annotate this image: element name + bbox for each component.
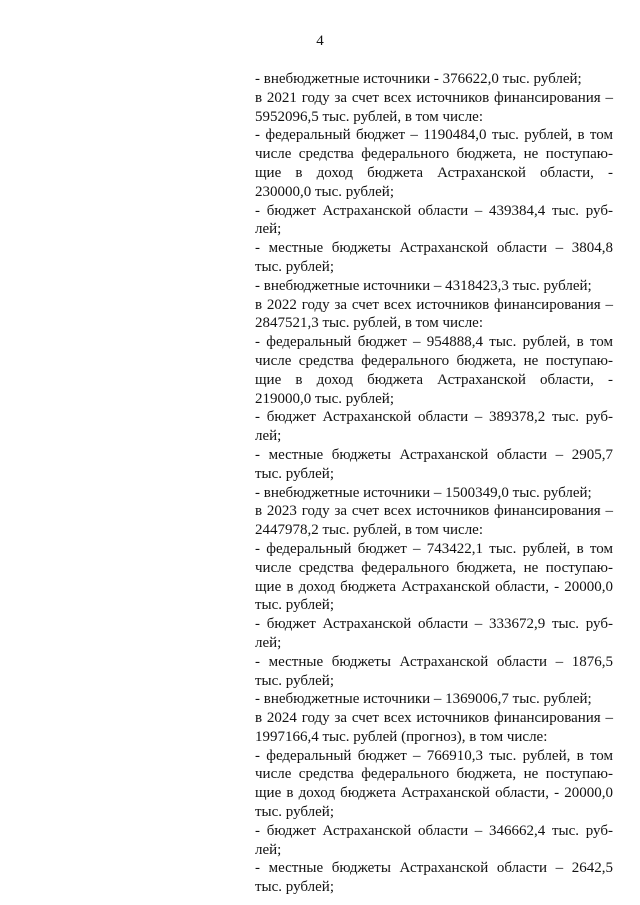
text-line: в 2021 году за счет всех источников финансирования –	[255, 89, 613, 106]
text-line: в 2022 году за счет всех источников финансирования –	[255, 296, 613, 313]
text-line: - внебюджетные источники – 1369006,7 тыс. рублей;	[255, 691, 592, 708]
text-line: - внебюджетные источники – 1500349,0 тыс. рублей;	[255, 484, 592, 501]
text-line: лей;	[255, 221, 282, 238]
text-line: 2447978,2 тыс. рублей, в том числе:	[255, 522, 484, 539]
text-line: 5952096,5 тыс. рублей, в том числе:	[255, 108, 484, 125]
text-line: - бюджет Астраханской области – 439384,4 тыс. руб-	[255, 202, 613, 219]
text-line: - федеральный бюджет – 766910,3 тыс. рублей, в том	[255, 747, 613, 764]
page-number: 4	[316, 33, 324, 49]
text-line: тыс. рублей;	[255, 258, 334, 275]
text-line: - бюджет Астраханской области – 333672,9 тыс. руб-	[255, 616, 613, 633]
text-line: щие в доход бюджета Астраханской области, -	[255, 371, 613, 388]
text-line: числе средства федерального бюджета, не поступаю-	[255, 766, 613, 783]
text-line: - местные бюджеты Астраханской области – 2642,5	[255, 860, 613, 877]
text-line: - местные бюджеты Астраханской области – 3804,8	[255, 240, 613, 257]
text-line: лей;	[255, 428, 282, 445]
text-line: тыс. рублей;	[255, 465, 334, 482]
document-body	[255, 70, 613, 897]
text-line: - внебюджетные источники – 4318423,3 тыс. рублей;	[255, 277, 592, 294]
text-line: тыс. рублей;	[255, 804, 334, 821]
text-line: щие в доход бюджета Астраханской области, -	[255, 164, 613, 181]
text-line: числе средства федерального бюджета, не поступаю-	[255, 146, 613, 163]
text-line: 219000,0 тыс. рублей;	[255, 390, 394, 407]
text-line: - внебюджетные источники - 376622,0 тыс. рублей;	[255, 71, 582, 87]
text-line: - бюджет Астраханской области – 389378,2 тыс. руб-	[255, 409, 613, 426]
text-line: щие в доход бюджета Астраханской области, - 20000,0	[255, 785, 613, 802]
text-line: - федеральный бюджет – 954888,4 тыс. рублей, в том	[255, 334, 613, 351]
text-line: числе средства федерального бюджета, не поступаю-	[255, 559, 613, 576]
text-line: - местные бюджеты Астраханской области – 2905,7	[255, 446, 613, 463]
text-line: 230000,0 тыс. рублей;	[255, 183, 394, 200]
text-line: - федеральный бюджет – 743422,1 тыс. рублей, в том	[255, 540, 613, 557]
text-line: - федеральный бюджет – 1190484,0 тыс. рублей, в том	[255, 127, 613, 144]
text-line: щие в доход бюджета Астраханской области, - 20000,0	[255, 578, 613, 595]
text-line: лей;	[255, 634, 282, 651]
text-line: тыс. рублей;	[255, 672, 334, 689]
text-line: 2847521,3 тыс. рублей, в том числе:	[255, 315, 484, 332]
text-line: - местные бюджеты Астраханской области – 1876,5	[255, 653, 613, 670]
text-line: лей;	[255, 841, 282, 858]
text-line: тыс. рублей;	[255, 597, 334, 614]
text-line: 1997166,4 тыс. рублей (прогноз), в том числе:	[255, 728, 548, 745]
text-line: в 2023 году за счет всех источников финансирования –	[255, 503, 613, 520]
text-line: в 2024 году за счет всех источников финансирования –	[255, 710, 613, 727]
text-line: тыс. рублей;	[255, 879, 334, 896]
text-line: - бюджет Астраханской области – 346662,4 тыс. руб-	[255, 822, 613, 839]
text-line: числе средства федерального бюджета, не поступаю-	[255, 352, 613, 369]
